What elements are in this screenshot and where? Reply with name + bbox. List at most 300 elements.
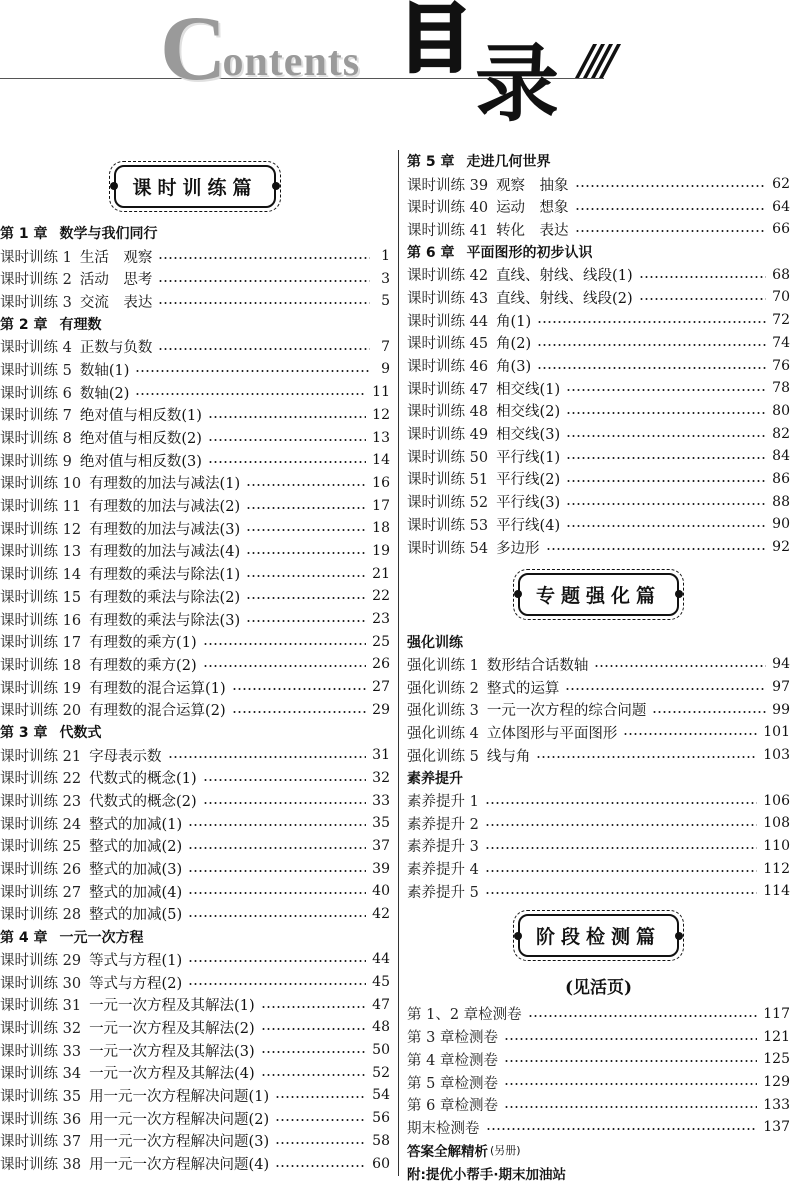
toc-entry[interactable] [0, 540, 390, 563]
toc-entry[interactable] [0, 290, 390, 313]
dot-leader [504, 1038, 757, 1040]
dot-leader [158, 348, 370, 350]
dot-leader [504, 1106, 757, 1108]
entry-label: 课时训练 6 [0, 385, 72, 402]
entry-title: 平行线(4) [496, 517, 561, 534]
heading-char-2: 录 [475, 35, 560, 133]
dot-leader [188, 983, 366, 985]
entry-title: 等式与方程(2) [89, 975, 183, 992]
dot-leader [232, 688, 367, 690]
entry-page: 129 [763, 1074, 790, 1091]
dot-leader [188, 847, 366, 849]
toc-entry[interactable] [407, 1048, 790, 1071]
entry-title: 直线、射线、线段(1) [496, 268, 633, 285]
badge-test-label: 阶段检测篇 [518, 914, 679, 957]
entry-title: 角(3) [496, 359, 532, 376]
entry-label: 课时训练 38 [0, 1157, 82, 1174]
entry-page: 82 [772, 425, 790, 442]
contents-initial: C [160, 0, 227, 99]
entry-title: 立体图形与平面图形 [486, 725, 618, 742]
entry-label: 课时训练 16 [0, 612, 82, 629]
entry-title: 正数与负数 [79, 340, 153, 357]
entry-page: 60 [372, 1155, 390, 1172]
entry-label: 课时训练 12 [0, 521, 82, 538]
entry-title: 角(2) [496, 336, 532, 353]
entry-label: 课时训练 31 [0, 998, 82, 1015]
toc-entry[interactable] [407, 789, 790, 812]
toc-entry[interactable] [0, 358, 390, 381]
dot-leader [639, 276, 767, 278]
dot-leader [639, 298, 767, 300]
entry-page: 125 [763, 1051, 790, 1068]
entry-page: 40 [372, 883, 390, 900]
toc-entry[interactable] [407, 173, 790, 196]
entry-title: 用一元一次方程解决问题(1) [89, 1088, 270, 1105]
toc-entry[interactable] [0, 971, 390, 994]
entry-page: 108 [763, 815, 790, 832]
entry-title: 平行线(3) [496, 495, 561, 512]
entry-page: 106 [763, 792, 790, 809]
column-divider [398, 150, 399, 1176]
entry-page: 112 [763, 860, 790, 877]
dot-leader [261, 1051, 367, 1053]
entry-title: 绝对值与相反数(2) [79, 431, 202, 448]
dot-leader [485, 892, 757, 894]
dot-leader [623, 733, 757, 735]
entry-title: 有理数的乘方(1) [89, 635, 197, 652]
dot-leader [275, 1165, 366, 1167]
toc-entry[interactable] [0, 517, 390, 540]
entry-label: 课时训练 45 [407, 336, 489, 353]
entry-label: 课时训练 46 [407, 359, 489, 376]
entry-label: 课时训练 49 [407, 427, 489, 444]
toc-entry[interactable] [0, 767, 390, 790]
toc-entry[interactable] [407, 309, 790, 332]
entry-title: 直线、射线、线段(2) [496, 290, 633, 307]
chapter-heading [407, 241, 790, 264]
answer-footer-note: (另册) [490, 1144, 521, 1158]
entry-page: 58 [372, 1132, 390, 1149]
right-toc-list [407, 150, 790, 558]
toc-entry[interactable] [407, 857, 790, 880]
entry-title: 有理数的加法与减法(2) [89, 499, 241, 516]
chapter-label: 第 5 章 [407, 154, 455, 171]
entry-title: 整式的加减(3) [89, 862, 183, 879]
dot-leader [232, 711, 367, 713]
right-column [407, 150, 790, 1184]
toc-entry[interactable] [407, 468, 790, 491]
entry-label: 课时训练 27 [0, 884, 82, 901]
toc-entry[interactable] [407, 1071, 790, 1094]
entry-label: 课时训练 1 [0, 249, 72, 266]
toc-entry[interactable] [0, 880, 390, 903]
toc-entry[interactable] [0, 948, 390, 971]
toc-entry[interactable] [0, 676, 390, 699]
toc-entry[interactable] [407, 445, 790, 468]
toc-entry[interactable] [0, 608, 390, 631]
toc-entry[interactable] [407, 422, 790, 445]
toc-entry[interactable] [407, 377, 790, 400]
dot-leader [275, 1142, 366, 1144]
entry-label: 素养提升 1 [407, 794, 479, 811]
entry-page: 45 [372, 974, 390, 991]
entry-title: 用一元一次方程解决问题(2) [89, 1111, 270, 1128]
dot-leader [208, 461, 366, 463]
entry-label: 课时训练 28 [0, 907, 82, 924]
toc-entry[interactable] [407, 354, 790, 377]
chapter-heading [0, 222, 390, 245]
dot-leader [566, 480, 766, 482]
dot-leader [528, 1015, 758, 1017]
toc-entry[interactable] [0, 1016, 390, 1039]
toc-entry[interactable] [0, 812, 390, 835]
entry-title: 平行线(1) [496, 449, 561, 466]
entry-title: 转化 表达 [496, 222, 569, 239]
entry-title: 一元一次方程及其解法(2) [89, 1020, 255, 1037]
entry-page: 99 [772, 701, 790, 718]
toc-entry[interactable] [407, 1116, 790, 1139]
contents-word [160, 0, 361, 99]
toc-entry[interactable] [407, 812, 790, 835]
dot-leader [565, 688, 766, 690]
dot-leader [566, 503, 766, 505]
entry-title: 字母表示数 [89, 748, 162, 765]
entry-label: 课时训练 51 [407, 472, 489, 489]
entry-page: 42 [372, 905, 390, 922]
toc-entry[interactable] [0, 245, 390, 268]
entry-page: 114 [763, 883, 790, 900]
toc-entry[interactable] [0, 1107, 390, 1130]
entry-title: 绝对值与相反数(3) [79, 453, 202, 470]
toc-entry[interactable] [407, 653, 790, 676]
entry-page: 94 [772, 656, 790, 673]
entry-page: 22 [372, 588, 390, 605]
entry-label: 素养提升 5 [407, 884, 479, 901]
entry-label: 课时训练 3 [0, 294, 72, 311]
entry-label: 课时训练 48 [407, 404, 489, 421]
heading-char-1: 目 [398, 0, 472, 82]
entry-label: 课时训练 36 [0, 1111, 82, 1128]
entry-title: 整式的运算 [486, 680, 560, 697]
chapter-heading [0, 721, 390, 744]
entry-label: 课时训练 14 [0, 567, 82, 584]
entry-title: 有理数的混合运算(2) [89, 703, 226, 720]
entry-page: 84 [772, 448, 790, 465]
toc-entry[interactable] [407, 332, 790, 355]
entry-page: 86 [772, 470, 790, 487]
entry-label: 课时训练 15 [0, 589, 82, 606]
dot-leader [546, 548, 767, 550]
entry-title: 活动 思考 [79, 272, 153, 289]
entry-label: 课时训练 5 [0, 362, 72, 379]
entry-label: 课时训练 42 [407, 268, 489, 285]
suyang-list [407, 789, 790, 902]
toc-entry[interactable] [407, 1093, 790, 1116]
entry-title: 用一元一次方程解决问题(4) [89, 1157, 270, 1174]
entry-page: 16 [372, 474, 390, 491]
answer-footer [407, 1139, 790, 1162]
toc-entry[interactable] [0, 404, 390, 427]
entry-title: 一元一次方程及其解法(1) [89, 998, 255, 1015]
entry-page: 23 [372, 611, 390, 628]
entry-page: 11 [372, 384, 390, 401]
dot-leader [566, 412, 766, 414]
entry-title: 有理数的乘法与除法(2) [89, 589, 241, 606]
entry-label: 期末检测卷 [407, 1120, 480, 1137]
entry-page: 70 [772, 289, 790, 306]
answer-footer-text: 答案全解精析 [407, 1144, 488, 1161]
chapter-label: 第 1 章 [0, 226, 48, 243]
entry-label: 素养提升 4 [407, 862, 479, 879]
toc-entry[interactable] [0, 426, 390, 449]
dot-leader [575, 185, 767, 187]
entry-page: 50 [372, 1042, 390, 1059]
dot-leader [275, 1096, 366, 1098]
toc-entry[interactable] [0, 744, 390, 767]
toc-entry[interactable] [0, 267, 390, 290]
entry-page: 25 [372, 633, 390, 650]
badge-lesson-label: 课时训练篇 [114, 165, 275, 208]
entry-page: 39 [372, 860, 390, 877]
toc-entry[interactable] [0, 653, 390, 676]
entry-title: 有理数的乘法与除法(3) [89, 612, 241, 629]
entry-label: 课时训练 53 [407, 517, 489, 534]
entry-page: 17 [372, 497, 390, 514]
entry-label: 第 3 章检测卷 [407, 1030, 498, 1047]
toc-entry[interactable] [407, 1003, 790, 1026]
entry-label: 课时训练 37 [0, 1134, 82, 1151]
toc-entry[interactable] [407, 195, 790, 218]
chapter-heading [407, 150, 790, 173]
entry-page: 5 [381, 293, 390, 310]
entry-label: 课时训练 9 [0, 453, 72, 470]
entry-page: 54 [372, 1087, 390, 1104]
dot-leader [158, 257, 370, 259]
entry-page: 29 [372, 701, 390, 718]
dot-leader [135, 393, 366, 395]
entry-title: 有理数的加法与减法(3) [89, 521, 241, 538]
entry-page: 103 [763, 747, 790, 764]
dot-leader [537, 367, 766, 369]
left-column [0, 150, 390, 1175]
dot-leader [188, 915, 366, 917]
entry-label: 课时训练 34 [0, 1066, 82, 1083]
toc-entry[interactable] [407, 698, 790, 721]
toc-entry[interactable] [0, 903, 390, 926]
dot-leader [566, 457, 766, 459]
dot-leader [536, 756, 757, 758]
toc-entry[interactable] [0, 494, 390, 517]
dot-leader [188, 960, 366, 962]
entry-label: 课时训练 25 [0, 839, 82, 856]
entry-title: 有理数的加法与减法(1) [89, 476, 241, 493]
entry-label: 课时训练 22 [0, 771, 82, 788]
entry-label: 课时训练 44 [407, 313, 489, 330]
chapter-title: 有理数 [59, 317, 102, 334]
entry-page: 12 [372, 406, 390, 423]
toc-entry[interactable] [0, 993, 390, 1016]
entry-label: 课时训练 32 [0, 1020, 82, 1037]
dot-leader [203, 802, 367, 804]
entry-label: 课时训练 41 [407, 222, 489, 239]
chapter-label: 第 2 章 [0, 317, 48, 334]
toc-entry[interactable] [0, 381, 390, 404]
toc-entry[interactable] [0, 1061, 390, 1084]
entry-page: 90 [772, 516, 790, 533]
dot-leader [261, 1074, 367, 1076]
entry-title: 整式的加减(5) [89, 907, 183, 924]
entry-title: 代数式的概念(1) [89, 771, 197, 788]
dot-leader [246, 620, 366, 622]
dot-leader [275, 1119, 366, 1121]
entry-page: 27 [372, 679, 390, 696]
toc-entry[interactable] [407, 835, 790, 858]
toc-entry[interactable] [0, 1039, 390, 1062]
toc-entry[interactable] [0, 835, 390, 858]
entry-page: 18 [372, 520, 390, 537]
entry-page: 44 [372, 951, 390, 968]
entry-label: 课时训练 33 [0, 1043, 82, 1060]
entry-page: 110 [763, 837, 790, 854]
entry-page: 35 [372, 815, 390, 832]
toc-entry[interactable] [407, 1025, 790, 1048]
toc-entry[interactable] [407, 536, 790, 559]
entry-page: 13 [372, 429, 390, 446]
dot-leader [158, 302, 370, 304]
dot-leader [208, 439, 366, 441]
entry-label: 课时训练 8 [0, 431, 72, 448]
entry-label: 强化训练 4 [407, 725, 479, 742]
dot-leader [485, 870, 757, 872]
entry-title: 代数式的概念(2) [89, 794, 197, 811]
dot-leader [188, 824, 366, 826]
entry-page: 33 [372, 792, 390, 809]
toc-entry[interactable] [0, 335, 390, 358]
dot-leader [246, 484, 366, 486]
toc-entry[interactable] [0, 857, 390, 880]
toc-entry[interactable] [407, 513, 790, 536]
toc-entry[interactable] [407, 263, 790, 286]
entry-title: 用一元一次方程解决问题(3) [89, 1134, 270, 1151]
entry-title: 相交线(1) [496, 381, 561, 398]
entry-label: 课时训练 52 [407, 495, 489, 512]
entry-page: 7 [381, 338, 390, 355]
toc-entry[interactable] [407, 744, 790, 767]
toc-entry[interactable] [0, 1084, 390, 1107]
toc-entry[interactable] [0, 449, 390, 472]
dot-leader [188, 892, 366, 894]
toc-entry[interactable] [407, 880, 790, 903]
toc-entry[interactable] [0, 585, 390, 608]
dot-leader [246, 552, 366, 554]
badge-lesson-section [0, 150, 390, 222]
dot-leader [575, 230, 767, 232]
toc-entry[interactable] [0, 1152, 390, 1175]
entry-title: 数轴(2) [79, 385, 130, 402]
dot-leader [188, 870, 366, 872]
toc-entry[interactable] [407, 490, 790, 513]
entry-page: 137 [763, 1119, 790, 1136]
entry-page: 97 [772, 679, 790, 696]
entry-title: 生活 观察 [79, 249, 153, 266]
entry-title: 有理数的加法与减法(4) [89, 544, 241, 561]
entry-page: 80 [772, 402, 790, 419]
entry-label: 第 5 章检测卷 [407, 1075, 498, 1092]
entry-label: 强化训练 3 [407, 703, 479, 720]
dot-leader [652, 711, 766, 713]
qianghua-list [407, 653, 790, 766]
entry-label: 课时训练 50 [407, 449, 489, 466]
dot-leader [261, 1006, 367, 1008]
entry-label: 课时训练 40 [407, 200, 489, 217]
toc-entry[interactable] [407, 400, 790, 423]
dot-leader [537, 321, 766, 323]
entry-label: 课时训练 19 [0, 680, 82, 697]
entry-label: 素养提升 3 [407, 839, 479, 856]
entry-page: 19 [372, 542, 390, 559]
entry-page: 121 [763, 1028, 790, 1045]
entry-label: 强化训练 1 [407, 657, 479, 674]
entry-title: 多边形 [496, 540, 540, 557]
dot-leader [504, 1060, 757, 1062]
entry-label: 第 6 章检测卷 [407, 1098, 498, 1115]
dot-leader [537, 344, 766, 346]
toc-entry[interactable] [0, 698, 390, 721]
toc-entry[interactable] [0, 1130, 390, 1153]
entry-label: 课时训练 30 [0, 975, 82, 992]
entry-page: 66 [772, 221, 790, 238]
toc-entry[interactable] [407, 218, 790, 241]
toc-entry[interactable] [407, 721, 790, 744]
entry-page: 14 [372, 452, 390, 469]
entry-label: 素养提升 2 [407, 816, 479, 833]
toc-entry[interactable] [0, 562, 390, 585]
entry-label: 课时训练 43 [407, 290, 489, 307]
chapter-heading [0, 313, 390, 336]
entry-label: 课时训练 7 [0, 408, 72, 425]
entry-page: 9 [381, 361, 390, 378]
entry-page: 47 [372, 996, 390, 1013]
entry-page: 48 [372, 1019, 390, 1036]
entry-label: 课时训练 20 [0, 703, 82, 720]
loose-leaf-note: (见活页) [564, 978, 633, 999]
entry-label: 课时训练 26 [0, 862, 82, 879]
entry-label: 课时训练 35 [0, 1088, 82, 1105]
dot-leader [246, 575, 366, 577]
toc-entry[interactable] [407, 676, 790, 699]
dot-leader [246, 597, 366, 599]
entry-label: 第 1、2 章检测卷 [407, 1007, 522, 1024]
entry-label: 课时训练 23 [0, 794, 82, 811]
dot-leader [486, 1128, 758, 1130]
toc-entry[interactable] [0, 630, 390, 653]
dot-leader [485, 847, 757, 849]
entry-page: 21 [372, 565, 390, 582]
entry-title: 整式的加减(4) [89, 884, 183, 901]
entry-page: 1 [381, 248, 390, 265]
dot-leader [208, 416, 366, 418]
entry-title: 平行线(2) [496, 472, 561, 489]
chapter-label: 第 3 章 [0, 725, 48, 742]
toc-entry[interactable] [407, 286, 790, 309]
entry-label: 强化训练 2 [407, 680, 479, 697]
toc-entry[interactable] [0, 789, 390, 812]
entry-page: 52 [372, 1064, 390, 1081]
badge-test-section [407, 903, 790, 969]
toc-entry[interactable] [0, 472, 390, 495]
entry-page: 64 [772, 198, 790, 215]
dot-leader [485, 824, 757, 826]
